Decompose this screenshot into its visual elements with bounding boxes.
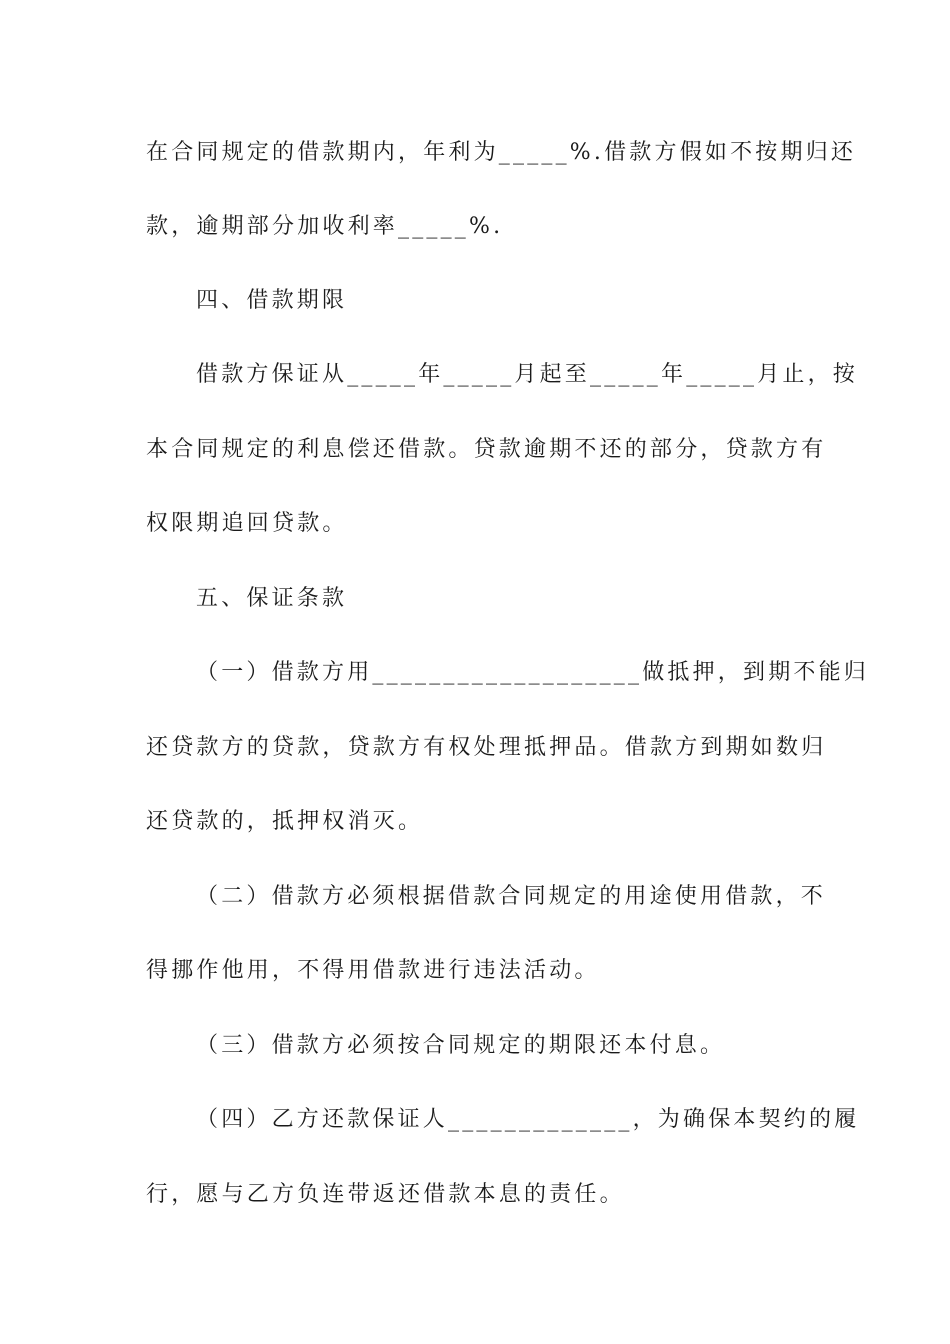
paragraph-line: （一）借款方用___________________做抵押，到期不能归 [196,660,870,685]
section-heading-guarantee: 五、保证条款 [196,586,348,611]
paragraph-line: 借款方保证从_____年_____月起至_____年_____月止，按 [196,362,859,387]
paragraph-line: 款，逾期部分加收利率_____%. [146,214,504,239]
paragraph-line: 本合同规定的利息偿还借款。贷款逾期不还的部分，贷款方有 [146,437,827,462]
paragraph-line: 权限期追回贷款。 [146,511,348,536]
paragraph-line: （四）乙方还款保证人_____________，为确保本契约的履 [196,1107,860,1132]
paragraph-line: 还贷款方的贷款，贷款方有权处理抵押品。借款方到期如数归 [146,735,827,760]
section-heading-term: 四、借款期限 [196,288,348,313]
paragraph-line: 行，愿与乙方负连带返还借款本息的责任。 [146,1182,625,1207]
paragraph-line: （三）借款方必须按合同规定的期限还本付息。 [196,1033,726,1058]
paragraph-line: 还贷款的，抵押权消灭。 [146,809,424,834]
paragraph-line: （二）借款方必须根据借款合同规定的用途使用借款，不 [196,884,827,909]
paragraph-line: 在合同规定的借款期内，年利为_____%.借款方假如不按期归还 [146,140,857,165]
paragraph-line: 得挪作他用，不得用借款进行违法活动。 [146,958,600,983]
